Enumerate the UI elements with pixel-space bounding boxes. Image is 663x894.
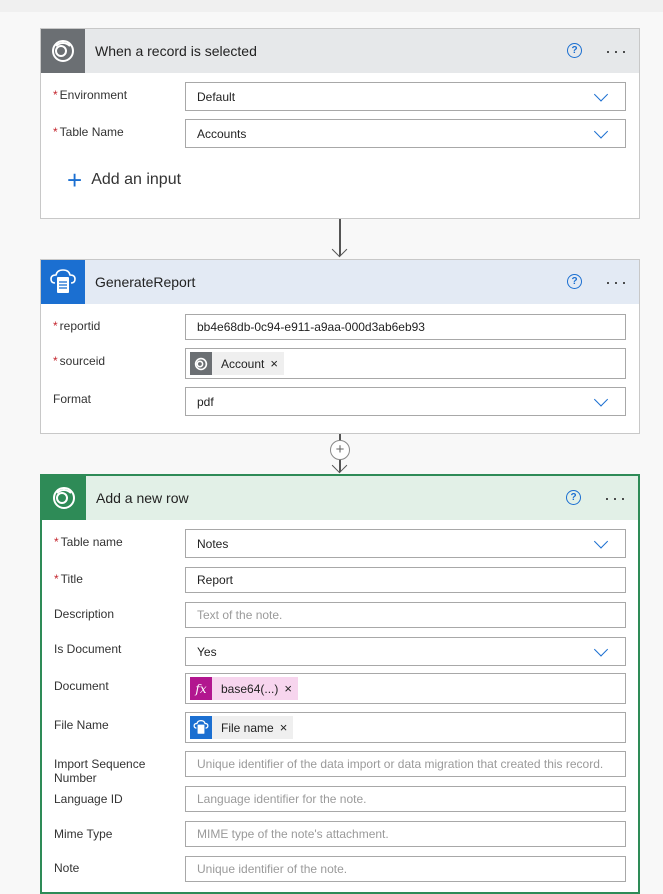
arrow-down-icon [332,458,348,474]
dataverse-icon [190,352,212,375]
is-document-label: Is Document [54,642,122,656]
add-row-header[interactable] [42,476,638,520]
chevron-down-icon[interactable] [594,392,608,406]
environment-label: * Environment [53,88,128,102]
trigger-header[interactable] [41,29,639,73]
generate-report-title: GenerateReport [95,274,196,290]
dataverse-icon [42,476,86,520]
import-sequence-label: Import Sequence Number [54,757,146,785]
reportid-label: * reportid [53,319,101,333]
is-document-dropdown[interactable]: Yes [185,637,626,666]
generate-report-card[interactable] [40,259,640,434]
plus-icon: + [67,165,83,195]
mime-type-label: Mime Type [54,827,113,841]
more-options-icon[interactable]: ··· [605,41,629,61]
help-icon[interactable]: ? [567,43,582,58]
report-connector-icon [190,716,212,739]
more-options-icon[interactable]: ··· [604,488,628,508]
insert-step-button[interactable]: + [330,440,350,460]
add-input-button[interactable] [67,165,182,195]
help-icon[interactable]: ? [566,490,581,505]
format-label: Format [53,392,92,406]
table-name-dropdown[interactable]: Accounts [185,119,626,148]
help-icon[interactable]: ? [567,274,582,289]
note-label: Note [54,861,80,875]
more-options-icon[interactable]: ··· [605,272,629,292]
language-id-label: Language ID [54,792,123,806]
remove-token-icon[interactable]: × [284,681,292,696]
dataverse-icon [41,29,85,73]
reportid-input[interactable]: bb4e68db-0c94-e911-a9aa-000d3ab6eb93 [185,314,626,340]
file-name-label: File Name [54,718,109,732]
file-name-token[interactable]: File name × [190,716,293,739]
arrow-down-icon [332,242,348,258]
chevron-down-icon[interactable] [594,642,608,656]
sourceid-input[interactable] [185,348,626,379]
environment-dropdown[interactable]: Default [185,82,626,111]
add-row-card[interactable] [40,474,640,894]
file-name-input[interactable] [185,712,626,743]
format-dropdown[interactable]: pdf [185,387,626,416]
sourceid-label: * sourceid [53,354,106,368]
language-id-input[interactable]: Language identifier for the note. [185,786,626,812]
expression-token[interactable]: fx base64(...) × [190,677,298,700]
generate-report-header[interactable] [41,260,639,304]
top-strip [0,0,663,12]
table-name-label: * Table name [54,535,123,549]
chevron-down-icon[interactable] [594,87,608,101]
description-input[interactable]: Text of the note. [185,602,626,628]
chevron-down-icon[interactable] [594,534,608,548]
trigger-title: When a record is selected [95,43,257,59]
document-label: Document [54,679,109,693]
import-sequence-input[interactable]: Unique identifier of the data import or data migration that created this record. [185,751,626,777]
table-name-label: * Table Name [53,125,124,139]
title-input[interactable]: Report [185,567,626,593]
add-input-label: Add an input [91,171,182,188]
add-row-title: Add a new row [96,490,189,506]
mime-type-input[interactable]: MIME type of the note's attachment. [185,821,626,847]
fx-icon: fx [190,677,212,700]
report-connector-icon [41,260,85,304]
table-name-dropdown[interactable]: Notes [185,529,626,558]
note-input[interactable]: Unique identifier of the note. [185,856,626,882]
title-label: * Title [54,572,83,586]
description-label: Description [54,607,115,621]
trigger-card[interactable] [40,28,640,219]
remove-token-icon[interactable]: × [270,356,278,371]
account-token[interactable]: Account × [190,352,284,375]
chevron-down-icon[interactable] [594,124,608,138]
document-input[interactable] [185,673,626,704]
remove-token-icon[interactable]: × [279,720,288,735]
